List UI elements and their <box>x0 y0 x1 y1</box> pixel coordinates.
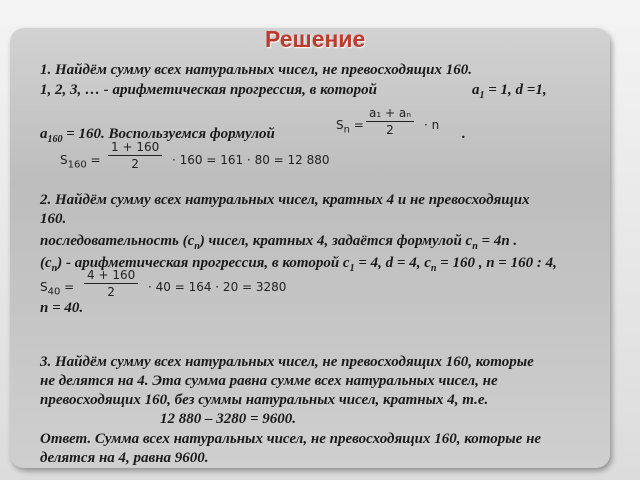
step1-line3: $a_{160} = 160$. Воспользуемся формулой <box>40 126 275 145</box>
s40-denominator: 2 <box>107 285 115 299</box>
step1-line3-dot: . <box>462 126 466 142</box>
step3-line2: не делятся на 4. Эта сумма равна сумме всех натуральных чисел, не <box>40 373 498 389</box>
formula-sn-denominator: 2 <box>386 123 394 137</box>
s40-result: · 40 = 164 · 20 = 3280 <box>148 280 287 294</box>
s160-fraction <box>108 140 162 171</box>
step2-line2: 160. <box>40 211 67 227</box>
s160-denominator: 2 <box>131 157 139 171</box>
step3-line1: 3. Найдём сумму всех натуральных чисел, не превосходящих 160, которые <box>40 354 534 370</box>
s160-numerator: 1 + 160 <box>108 140 162 156</box>
step2-line4: $(c_n)$ - арифметическая прогрессия, в которой $c_1 = 4$, d = 4, $c_n = 160$ , n = 160 : 4, <box>40 255 557 274</box>
s40-numerator: 4 + 160 <box>84 268 138 284</box>
s40-fraction <box>84 268 138 299</box>
step2-line5: n = 40. <box>40 300 84 316</box>
formula-sn-numerator: a₁ + aₙ <box>366 106 414 122</box>
s40-lhs: $S_{40}$ = <box>40 280 75 298</box>
s160-lhs: $S_{160}$ = <box>60 153 101 171</box>
step2-line3: последовательность $(c_n)$ чисел, кратных 4, задаётся формулой $c_n = 4n$ . <box>40 233 518 252</box>
step3-line4: 12 880 – 3280 = 9600. <box>160 411 297 427</box>
step1-line2: 1, 2, 3, … - арифметическая прогрессия, в которой <box>40 82 377 98</box>
step3-line3: превосходящих 160, без суммы натуральных чисел, кратных 4, т.е. <box>40 392 489 408</box>
answer-line2: делятся на 4, равна 9600. <box>40 450 209 466</box>
formula-sn-tail: · n <box>424 118 440 132</box>
step1-line1: 1. Найдём сумму всех натуральных чисел, не превосходящих 160. <box>40 62 473 78</box>
slide-title: Решение <box>265 26 366 52</box>
answer-line1: Ответ. Сумма всех натуральных чисел, не превосходящих 160, которые не <box>40 431 542 447</box>
step1-a1-d: $a_1 = 1$, d =1, <box>472 82 547 101</box>
formula-sn-lhs: $S_n$ = <box>336 118 364 136</box>
s160-result: · 160 = 161 · 80 = 12 880 <box>172 153 330 167</box>
formula-sn-fraction <box>366 106 414 137</box>
step2-line1: 2. Найдём сумму всех натуральных чисел, кратных 4 и не превосходящих <box>40 192 530 208</box>
